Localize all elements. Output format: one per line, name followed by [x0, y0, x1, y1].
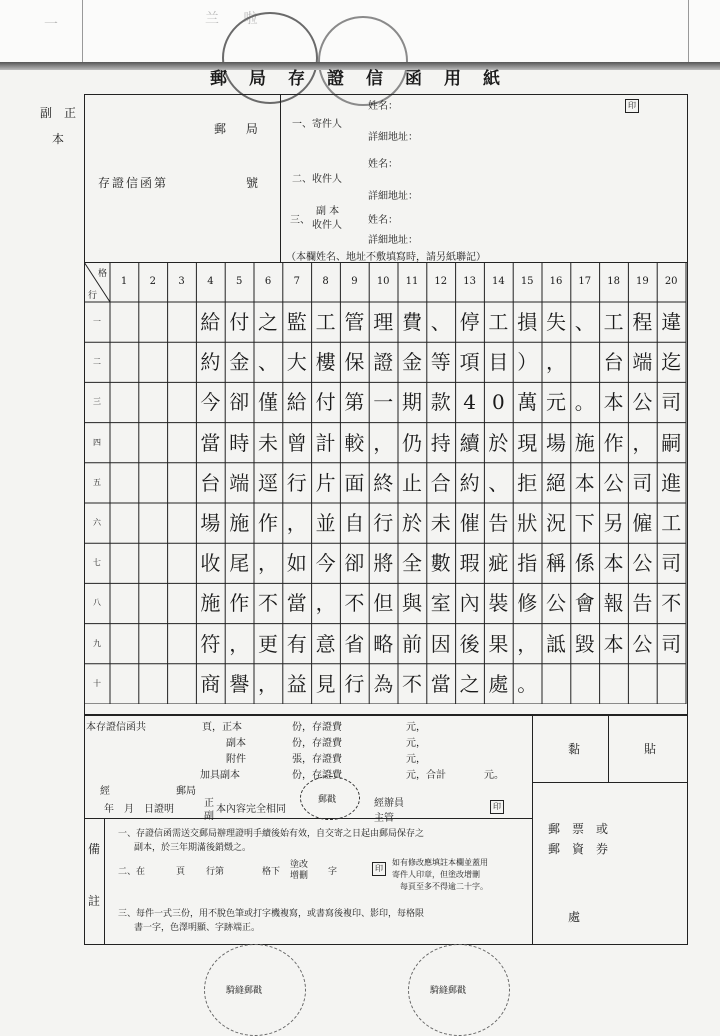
- handler-label: 經辦員: [374, 798, 404, 809]
- grid-character-cell: 今: [200, 390, 221, 415]
- grid-character-cell: 不: [661, 591, 682, 616]
- seam-postmark-left: 騎縫郵戳: [226, 986, 263, 996]
- grid-character-cell: 公: [632, 390, 653, 415]
- grid-character-cell: 逕: [258, 470, 278, 495]
- cc-name-label: 姓名：: [368, 215, 398, 226]
- fees-sheets-unit: 張，存證費: [292, 754, 342, 765]
- grid-character-cell: 下: [574, 511, 595, 535]
- grid-character-cell: 工: [661, 511, 682, 535]
- grid-character-cell: 元: [546, 390, 566, 415]
- note-1-line-2: 副本，於三年期滿後銷燬之。: [134, 843, 252, 853]
- fees-yuan-3: 元，: [406, 754, 426, 765]
- grid-character-cell: 第: [344, 390, 365, 415]
- grid-character-cell: 施: [200, 591, 221, 616]
- grid-column-number: 16: [549, 276, 563, 287]
- form-title: 郵局存證信函用紙: [210, 69, 522, 89]
- fees-yuan-2: 元，: [406, 738, 426, 749]
- grid-column-number: 8: [322, 276, 329, 287]
- grid-character-cell: 今: [315, 551, 336, 576]
- seam-postmark-right: 騎縫郵戳: [430, 986, 467, 996]
- note-2-tu: 塗改: [290, 860, 309, 870]
- fees-fu-ben: 副本: [226, 738, 246, 749]
- postage-voucher-label: 郵 資 券: [548, 842, 609, 856]
- cc-address-label: 詳細地址：: [368, 235, 418, 246]
- grid-column-number: 17: [578, 276, 592, 287]
- grid-character-cell: 面: [344, 470, 365, 495]
- grid-character-cell: 為: [373, 671, 394, 696]
- note-2-right-2: 寄件人印章，但塗改增刪: [392, 870, 480, 879]
- grid-character-cell: 不: [258, 591, 278, 616]
- grid-character-cell: 裝: [488, 591, 509, 616]
- grid-character-cell: ，: [373, 430, 394, 455]
- grid-character-cell: 失: [546, 310, 566, 334]
- grid-row-label: 二: [93, 357, 101, 367]
- faint-mark-mid: 兰 啦: [205, 11, 268, 27]
- sender-name-label: 姓名：: [368, 101, 398, 112]
- grid-character-cell: ，: [546, 350, 566, 375]
- grid-character-cell: 、: [430, 310, 451, 334]
- grid-character-cell: 譽: [229, 671, 250, 696]
- grid-character-cell: 會: [574, 591, 595, 616]
- note-3-line-2: 書一字，色澤明顯、字跡端正。: [134, 923, 261, 933]
- fees-copies-unit-3: 份，存證費: [292, 770, 342, 781]
- fees-content-same: 本內容完全相同: [216, 804, 286, 815]
- grid-character-cell: 行: [373, 511, 394, 535]
- grid-character-cell: 公: [632, 631, 653, 656]
- grid-character-cell: 意: [315, 631, 336, 656]
- grid-character-cell: 仍: [402, 430, 422, 455]
- grid-character-cell: 違: [661, 310, 682, 334]
- grid-character-cell: 當: [430, 671, 451, 696]
- grid-character-cell: 不: [344, 591, 365, 616]
- grid-character-cell: 有: [286, 631, 307, 656]
- grid-character-cell: 終: [373, 470, 394, 495]
- grid-character-cell: 狀: [517, 511, 538, 535]
- overflow-note: （本欄姓名、地址不敷填寫時，請另紙聯記）: [286, 252, 486, 263]
- recipient-label: 二、收件人: [292, 174, 342, 185]
- grid-character-cell: 工: [603, 310, 624, 334]
- grid-character-cell: 內: [459, 591, 480, 616]
- grid-character-cell: 省: [344, 631, 365, 656]
- grid-row-label: 六: [93, 518, 101, 527]
- grid-corner-top: 格: [98, 269, 108, 279]
- grid-character-cell: 費: [402, 310, 422, 334]
- fees-fu: 副: [204, 811, 214, 822]
- grid-character-cell: 本: [603, 551, 624, 576]
- grid-character-cell: 工: [315, 310, 336, 334]
- grid-row-label: 三: [93, 397, 101, 407]
- grid-column-number: 12: [434, 276, 448, 287]
- grid-character-cell: 如: [286, 551, 307, 576]
- fees-fu-jian: 附件: [226, 754, 246, 765]
- grid-character-cell: 前: [402, 631, 422, 656]
- grid-character-cell: 等: [430, 350, 451, 375]
- grid-character-cell: 行: [286, 470, 307, 495]
- note-2-page: 頁: [176, 867, 186, 877]
- grid-character-cell: 尾: [229, 551, 250, 576]
- grid-character-cell: 工: [488, 310, 509, 334]
- faint-mark-left: 一: [44, 17, 58, 33]
- grid-character-cell: 並: [315, 511, 336, 535]
- grid-character-cell: 處: [488, 671, 509, 696]
- grid-character-cell: 、: [574, 310, 595, 334]
- grid-character-cell: 嗣: [661, 430, 682, 455]
- grid-character-cell: 指: [517, 551, 538, 576]
- grid-character-cell: 作: [258, 511, 278, 535]
- paste-divider: [608, 714, 609, 782]
- grid-character-cell: 端: [632, 350, 653, 375]
- fees-date-line: 年 月 日證明: [104, 804, 174, 815]
- grid-column-number: 13: [463, 276, 476, 287]
- grid-row-label: 七: [93, 558, 101, 568]
- grid-character-cell: 於: [488, 430, 509, 455]
- grid-character-cell: 較: [344, 430, 365, 455]
- grid-character-cell: 4: [463, 390, 476, 415]
- fees-yuan-end: 元。: [484, 770, 504, 781]
- fees-post-office: 郵局: [176, 786, 196, 797]
- place-label: 處: [568, 910, 581, 924]
- recipient-address-label: 詳細地址：: [368, 191, 418, 202]
- notes-label-zhu: 註: [88, 894, 101, 908]
- grid-character-cell: 約: [459, 470, 480, 495]
- grid-row-label: 五: [93, 477, 101, 487]
- letter-number-suffix: 號: [246, 176, 259, 190]
- grid-character-cell: 報: [603, 591, 624, 616]
- grid-column-number: 4: [207, 276, 214, 287]
- supervisor-label: 主管: [374, 813, 394, 824]
- grid-character-cell: 場: [200, 511, 221, 535]
- grid-character-cell: 因: [430, 631, 451, 656]
- grid-character-cell: 台: [603, 350, 624, 375]
- grid-character-cell: 當: [200, 430, 221, 455]
- fees-copies-unit-1: 份，存證費: [292, 722, 342, 733]
- grid-character-cell: 持: [430, 430, 451, 455]
- grid-character-cell: 自: [344, 511, 365, 535]
- grid-character-cell: 修: [517, 591, 538, 616]
- grid-character-cell: 室: [430, 591, 451, 616]
- paste-label: 黏: [568, 742, 581, 756]
- note-2-right-1: 如有修改應填註本欄並蓋用: [392, 858, 488, 867]
- grid-character-cell: 詆: [546, 631, 566, 656]
- grid-character-cell: 告: [632, 591, 653, 616]
- note-2-zi: 字: [328, 867, 338, 877]
- grid-character-cell: 係: [574, 551, 595, 576]
- cc-label-bottom: 收件人: [312, 220, 342, 231]
- notes-label-divider: [104, 818, 105, 944]
- grid-column-number: 6: [264, 276, 272, 287]
- grid-column-number: 11: [405, 276, 419, 287]
- fees-page-unit: 頁，正本: [202, 722, 242, 733]
- grid-character-cell: 付: [229, 310, 250, 334]
- sender-address-label: 詳細地址：: [368, 132, 418, 143]
- stamp-area-divider: [532, 714, 533, 944]
- grid-character-cell: 之: [258, 310, 278, 334]
- grid-character-cell: 稱: [546, 551, 566, 576]
- cc-label-number: 三、: [290, 215, 310, 226]
- note-3-line-1: 三、每件一式三份，用不脫色筆或打字機複寫，或書寫後複印、影印，每格限: [118, 909, 425, 919]
- grid-character-cell: 未: [258, 430, 278, 455]
- grid-character-cell: 益: [286, 671, 307, 696]
- grid-character-cell: 。: [517, 671, 538, 696]
- grid-character-cell: 符: [200, 631, 221, 656]
- grid-character-cell: 款: [430, 390, 451, 415]
- grid-row-label: 十: [93, 678, 101, 688]
- grid-character-cell: 另: [603, 511, 624, 535]
- grid-character-cell: 合: [430, 470, 451, 495]
- grid-character-cell: 本: [603, 390, 624, 415]
- grid-character-cell: 司: [632, 470, 653, 495]
- fees-jing: 經: [100, 786, 110, 797]
- grid-row-label: 九: [93, 638, 101, 648]
- grid-column-number: 15: [520, 276, 534, 287]
- grid-column-number: 19: [636, 276, 649, 287]
- cc-label-top: 副 本: [316, 206, 340, 217]
- stamp-area-hline: [532, 782, 687, 783]
- notes-top-line: [84, 818, 532, 819]
- grid-column-number: 2: [149, 276, 156, 287]
- grid-character-cell: 證: [373, 350, 394, 375]
- grid-column-number: 14: [492, 276, 505, 287]
- grid-character-cell: 萬: [517, 390, 538, 415]
- grid-character-cell: 絕: [546, 470, 566, 495]
- grid-character-cell: 計: [315, 430, 336, 455]
- grid-column-number: 20: [664, 276, 678, 287]
- postmark-label: 郵戳: [318, 795, 337, 805]
- grid-character-cell: 監: [286, 310, 307, 334]
- grid-character-cell: 僅: [258, 390, 278, 415]
- recipient-name-label: 姓名：: [368, 159, 398, 170]
- grid-character-cell: 公: [546, 591, 566, 616]
- grid-character-cell: 作: [603, 430, 624, 455]
- grid-character-cell: ，: [258, 551, 278, 576]
- grid-character-cell: 數: [430, 551, 451, 576]
- grid-character-cell: 項: [459, 350, 480, 375]
- grid-character-cell: 公: [632, 551, 653, 576]
- grid-character-cell: 司: [661, 551, 682, 576]
- grid-character-cell: 保: [344, 350, 365, 375]
- grid-character-cell: 作: [229, 591, 250, 616]
- grid-character-cell: 行: [344, 671, 365, 696]
- grid-character-cell: 於: [402, 511, 422, 535]
- grid-character-cell: 進: [661, 470, 682, 495]
- grid-column-number: 18: [607, 276, 620, 287]
- grid-character-cell: ，: [517, 631, 538, 656]
- grid-character-cell: 、: [258, 350, 278, 375]
- note-2-zai: 二、在: [118, 867, 146, 877]
- grid-character-cell: 本: [574, 470, 595, 495]
- grid-character-cell: 未: [430, 511, 451, 535]
- grid-character-cell: 一: [373, 390, 394, 415]
- fees-add-fu-ben: 加具副本: [200, 770, 240, 781]
- grid-character-cell: 大: [286, 350, 307, 375]
- grid-character-cell: 之: [459, 671, 480, 696]
- grid-character-cell: 全: [402, 551, 422, 576]
- side-label-ben: 本: [52, 132, 65, 146]
- grid-character-cell: 疵: [488, 551, 509, 576]
- grid-character-cell: 司: [661, 631, 682, 656]
- grid-character-cell: ，: [229, 631, 250, 656]
- grid-character-cell: 司: [661, 390, 682, 415]
- grid-character-cell: 見: [315, 671, 336, 696]
- grid-character-cell: 0: [492, 390, 505, 415]
- grid-character-cell: 但: [373, 591, 394, 616]
- grid-character-cell: 片: [315, 470, 336, 495]
- note-seal-box: 印: [372, 862, 386, 876]
- grid-character-cell: 理: [373, 310, 394, 334]
- grid-character-cell: 公: [603, 470, 624, 495]
- grid-character-cell: 時: [229, 430, 250, 455]
- grid-character-cell: 樓: [315, 350, 336, 375]
- stamp-or-label: 郵 票 或: [548, 822, 609, 836]
- grid-character-cell: 給: [200, 310, 221, 334]
- grid-character-cell: 。: [574, 390, 595, 415]
- grid-character-cell: 金: [402, 350, 422, 375]
- grid-character-cell: 止: [402, 470, 422, 495]
- note-2-zeng: 增刪: [290, 871, 309, 881]
- grid-character-cell: 告: [488, 511, 509, 535]
- fees-total-sum: 元，合計: [406, 770, 446, 781]
- notes-label-bei: 備: [88, 842, 101, 856]
- grid-character-cell: 催: [459, 511, 480, 535]
- handler-seal-box: 印: [490, 800, 504, 814]
- grid-corner-bottom: 行: [88, 291, 98, 301]
- grid-character-cell: 程: [632, 310, 653, 334]
- grid-character-cell: 期: [402, 390, 422, 415]
- grid-character-cell: ，: [632, 430, 653, 455]
- grid-character-cell: 瑕: [459, 551, 480, 576]
- grid-character-cell: 卻: [344, 551, 365, 576]
- grid-character-cell: 金: [229, 350, 250, 375]
- grid-character-cell: 目: [488, 350, 509, 375]
- grid-character-cell: 端: [229, 470, 250, 495]
- grid-character-cell: 施: [574, 430, 595, 455]
- grid-character-cell: 台: [200, 470, 221, 495]
- grid-character-cell: 收: [200, 551, 221, 576]
- grid-column-number: 3: [178, 276, 185, 287]
- fees-zheng: 正: [204, 798, 214, 809]
- grid-character-cell: 果: [488, 631, 509, 656]
- tie-label: 貼: [644, 742, 657, 756]
- grid-character-cell: 場: [546, 430, 566, 455]
- grid-character-cell: 商: [200, 671, 221, 696]
- grid-character-cell: 施: [229, 511, 250, 535]
- grid-character-cell: 與: [402, 591, 422, 616]
- post-office-label: 郵 局: [214, 122, 266, 136]
- fees-copies-unit-2: 份，存證費: [292, 738, 342, 749]
- side-label-vice: 副: [40, 106, 53, 120]
- grid-character-cell: 、: [488, 470, 509, 495]
- grid-column-number: 5: [236, 276, 243, 287]
- grid-character-cell: 現: [517, 430, 538, 455]
- grid-character-cell: 僱: [632, 511, 653, 535]
- sender-seal-box: 印: [625, 99, 639, 113]
- fees-total-label: 本存證信函共: [86, 722, 146, 733]
- grid-character-cell: 毀: [574, 631, 595, 656]
- grid-character-cell: 後: [459, 631, 480, 656]
- grid-column-number: 1: [120, 276, 128, 287]
- grid-character-cell: 迄: [661, 350, 682, 375]
- grid-row-label: 四: [93, 437, 101, 447]
- grid-character-cell: ，: [286, 511, 307, 535]
- fees-yuan-1: 元，: [406, 722, 426, 733]
- sender-label: 一、寄件人: [292, 119, 342, 130]
- grid-character-cell: 當: [286, 591, 307, 616]
- letter-number-prefix: 存證信函第: [98, 176, 169, 190]
- grid-column-number: 7: [293, 276, 300, 287]
- grid-character-cell: 停: [459, 310, 480, 334]
- grid-row-label: 一: [93, 317, 101, 326]
- grid-character-cell: 將: [373, 551, 394, 576]
- grid-character-cell: 曾: [286, 430, 307, 455]
- grid-character-cell: 給: [286, 390, 307, 415]
- grid-character-cell: ，: [258, 671, 278, 696]
- grid-character-cell: 付: [315, 390, 336, 415]
- grid-character-cell: 約: [200, 350, 221, 375]
- grid-character-cell: 損: [517, 310, 538, 334]
- grid-character-cell: 更: [258, 631, 278, 656]
- grid-column-number: 10: [376, 276, 390, 287]
- grid-character-cell: ，: [315, 591, 336, 616]
- side-label-original: 正: [64, 106, 77, 120]
- grid-character-cell: 管: [344, 310, 365, 334]
- grid-column-number: 9: [351, 276, 358, 287]
- grid-row-label: 八: [93, 598, 101, 608]
- note-2-below: 格下: [262, 867, 281, 877]
- grid-character-cell: ）: [517, 350, 538, 375]
- grid-character-cell: 況: [546, 511, 566, 535]
- grid-character-cell: 卻: [229, 390, 250, 415]
- grid-character-cell: 略: [373, 631, 394, 656]
- note-2-right-3: 每頁至多不得逾二十字。: [400, 882, 488, 891]
- note-2-row: 行第: [206, 867, 225, 877]
- grid-character-cell: 本: [603, 631, 624, 656]
- grid-character-cell: 續: [459, 430, 480, 455]
- note-1-line-1: 一、存證信函需送交郵局辦理證明手續後始有效，自交寄之日起由郵局保存之: [118, 829, 425, 839]
- grid-character-cell: 不: [402, 671, 422, 696]
- grid-character-cell: 拒: [517, 470, 538, 495]
